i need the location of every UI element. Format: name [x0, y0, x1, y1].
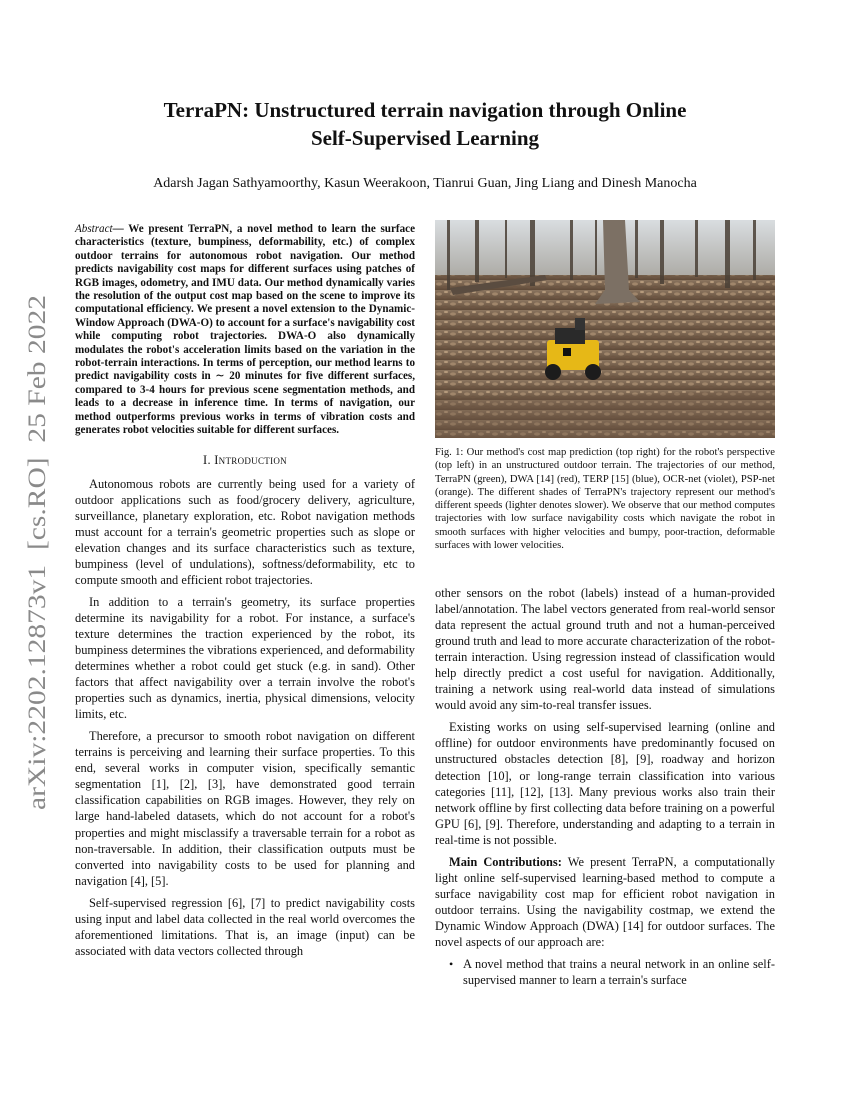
intro-paragraph-3: Therefore, a precursor to smooth robot navigation on different terrains is perceiving and learning their surface properties. To this end, several works in computer vision, specifically semantic segmentation [1], [2], [3], have demonstrated good terrain classification capabilities on RGB images. However, they rely on large hand-labeled datasets, which do not account for a robot's properties and might misclassify a traversable terrain for a robot as non-traversable. In addition, their classification outputs must be converted into navigability costs to be used for planning and navigation [4], [5].	[75, 729, 415, 888]
abstract-label: Abstract	[75, 223, 113, 235]
section-name: Introduction	[214, 452, 287, 467]
right-paragraph-2: Existing works on using self-supervised learning (online and offline) for outdoor environments have predominantly focused on unstructured obstacles detection [8], [9], roadway and horizon detection [10], or long-range terrain classification into various categories [11], [12], [13]. Many previous works also train their network offline by first collecting data before training on a powerful GPU [6], [9]. Therefore, understanding and adapting to a terrain in real-time is not possible.	[435, 720, 775, 847]
intro-paragraph-4: Self-supervised regression [6], [7] to predict navigability costs using input and label data collected in the real world overcomes the aforementioned limitations. That is, an image (input) can be associated with data vectors collected through	[75, 895, 415, 958]
contributions-text: We present TerraPN, a computationally light online self-supervised learning-based method to compute a surface navigability cost map for efficient robot navigation in outdoor terrains. Using the navigability costmap, we extend the Dynamic Window Approach (DWA) [14] for outdoor surfaces. The novel aspects of our approach are:	[435, 854, 776, 949]
left-column	[75, 223, 415, 965]
abstract	[75, 223, 415, 438]
section-numeral: I.	[203, 452, 211, 467]
contributions-label: Main Contributions:	[449, 854, 562, 869]
author-list: Adarsh Jagan Sathyamoorthy, Kasun Weerakoon, Tianrui Guan, Jing Liang and Dinesh Manocha	[153, 176, 697, 191]
figure-1-caption: Fig. 1: Our method's cost map prediction (top right) for the robot's perspective (top left) in an unstructured outdoor terrain. The trajectories of our method, TerraPN (green), DWA [14] (red), TERP [15] (blue), OCR-net (violet), PSP-net (orange). The different shades of TerraPN's trajectory represent our method's different speeds (lighter denotes slower). We observe that our method computes trajectories with low surface navigability costs which navigate the robot in smooth surfaces with higher velocities and bumpy, poor-traction, deformable surfaces with lower velocities.	[435, 447, 775, 552]
paper-title	[90, 96, 760, 152]
abstract-text: — We present TerraPN, a novel method to learn the surface characteristics (texture, bumpiness, deformability, etc.) of complex outdoor terrains for autonomous robot navigation. Our method predicts navigability cost maps for different surfaces using patches of RGB images, odometry, and IMU data. Our method dynamically varies the resolution of the output cost map based on the scene to improve its computational efficiency. We present a novel extension to the Dynamic-Window Approach (DWA-O) to account for a surface's navigability cost while computing robot trajectories. DWA-O also dynamically modulates the robot's acceleration limits based on the variation in the robot-terrain interactions. In terms of perception, our method learns to predict navigability costs in ∼ 20 minutes for five different surfaces, compared to 3-4 hours for previous scene segmentation methods, and leads to a decrease in inference time. In terms of navigation, our method outperforms previous works in terms of vibration costs and generates robot velocities suitable for different surfaces.	[75, 223, 415, 437]
intro-paragraph-2: In addition to a terrain's geometry, its surface properties determine its navigability for a robot. For instance, a surface's texture determines the traction experienced by the robot, its bumpiness determines the vibrations experienced, and deformability determines whether a robot could get stuck (e.g. in sand). Other factors that affect navigability over a terrain involve the robot's properties such as dynamics, inertia, physical dimensions, velocity limits, etc.	[75, 594, 415, 722]
right-paragraph-1: other sensors on the robot (labels) instead of a human-provided label/annotation. The label vectors generated from real-world sensor data represent the actual ground truth and not a human-perceived ground truth and lead to more accurate characterization of the robot-terrain interaction. Using regression instead of classification would help directly predict a cost useful for navigation. Additionally, training a network using real-world data instead of simulations would avoid any sim-to-real transfer issues.	[435, 586, 775, 713]
title-line-1: TerraPN: Unstructured terrain navigation through Online	[163, 98, 687, 122]
right-column	[435, 585, 775, 988]
section-heading-introduction	[75, 452, 415, 468]
figure-1-image	[435, 220, 775, 438]
contributions-list	[435, 956, 775, 988]
list-item	[449, 956, 775, 988]
arxiv-stamp-text: arXiv:2202.12873v1 [cs.RO] 25 Feb 2022	[22, 365, 51, 810]
list-item-text: A novel method that trains a neural network in an online self-supervised manner to learn a terrain's surface	[463, 957, 775, 988]
contributions-paragraph	[435, 854, 775, 950]
intro-paragraph-1: Autonomous robots are currently being used for a variety of outdoor applications such as food/grocery delivery, agriculture, surveillance, planetary exploration, etc. Robot navigation methods must account for a terrain's geometric properties such as slope or elevation changes and its surface characteristics such as texture, bumpiness (level of undulations), softness/deformability, etc to compute smooth and efficient robot trajectories.	[75, 476, 415, 587]
arxiv-stamp	[15, 295, 55, 815]
title-line-2: Self-Supervised Learning	[310, 126, 540, 150]
bullet-dot: •	[449, 957, 454, 972]
